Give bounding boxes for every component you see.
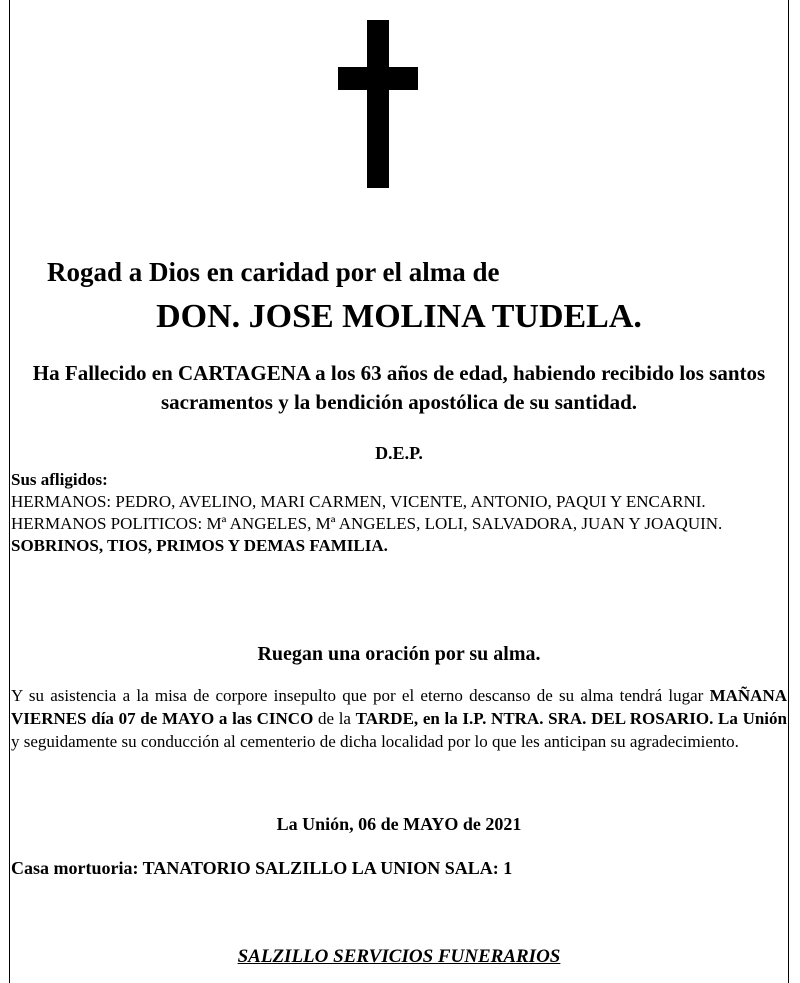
funeral-home: Casa mortuoria: TANATORIO SALZILLO LA UNION SALA: 1: [11, 858, 513, 878]
cross-icon: [338, 20, 418, 188]
company-name: SALZILLO SERVICIOS FUNERARIOS: [237, 946, 561, 967]
mourners-siblings-in-law: HERMANOS POLITICOS: Mª ANGELES, Mª ANGELES, LOLI, SALVADORA, JUAN Y JOAQUIN.: [11, 514, 723, 533]
place-date: La Unión, 06 de MAYO de 2021: [276, 814, 522, 834]
mourners-section: [11, 469, 787, 557]
invocation-text: Rogad a Dios en caridad por el alma de: [47, 257, 500, 287]
cross-horizontal-bar: [338, 67, 418, 90]
cross-vertical-bar: [367, 20, 389, 188]
mass-text-3: y seguidamente su conducción al cementerio de dicha localidad por lo que les anticipan su agradecimiento.: [11, 732, 739, 751]
death-notice-text: Ha Fallecido en CARTAGENA a los 63 años de edad, habiendo recibido los santos sacramentos y la bendición apostólica de su santidad.: [32, 361, 766, 414]
mourners-siblings: HERMANOS: PEDRO, AVELINO, MARI CARMEN, VICENTE, ANTONIO, PAQUI Y ENCARNI.: [11, 492, 706, 511]
mass-text-1: Y su asistencia a la misa de corpore insepulto que por el eterno descanso de su alma tendrá lugar: [11, 686, 710, 705]
mass-location: TARDE, en la I.P. NTRA. SRA. DEL ROSARIO. La Unión: [355, 709, 787, 728]
mass-details: [11, 684, 787, 753]
deceased-name: DON. JOSE MOLINA TUDELA.: [156, 298, 642, 335]
mass-text-2: de la: [313, 709, 356, 728]
mourners-label: Sus afligidos:: [11, 470, 108, 489]
prayer-request: Ruegan una oración por su alma.: [257, 643, 541, 665]
mass-date-time: MAÑANA VIERNES día 07 de MAYO a las CINCO: [11, 686, 787, 728]
dep-text: D.E.P.: [375, 443, 423, 463]
mourners-others: SOBRINOS, TIOS, PRIMOS Y DEMAS FAMILIA.: [11, 536, 388, 555]
